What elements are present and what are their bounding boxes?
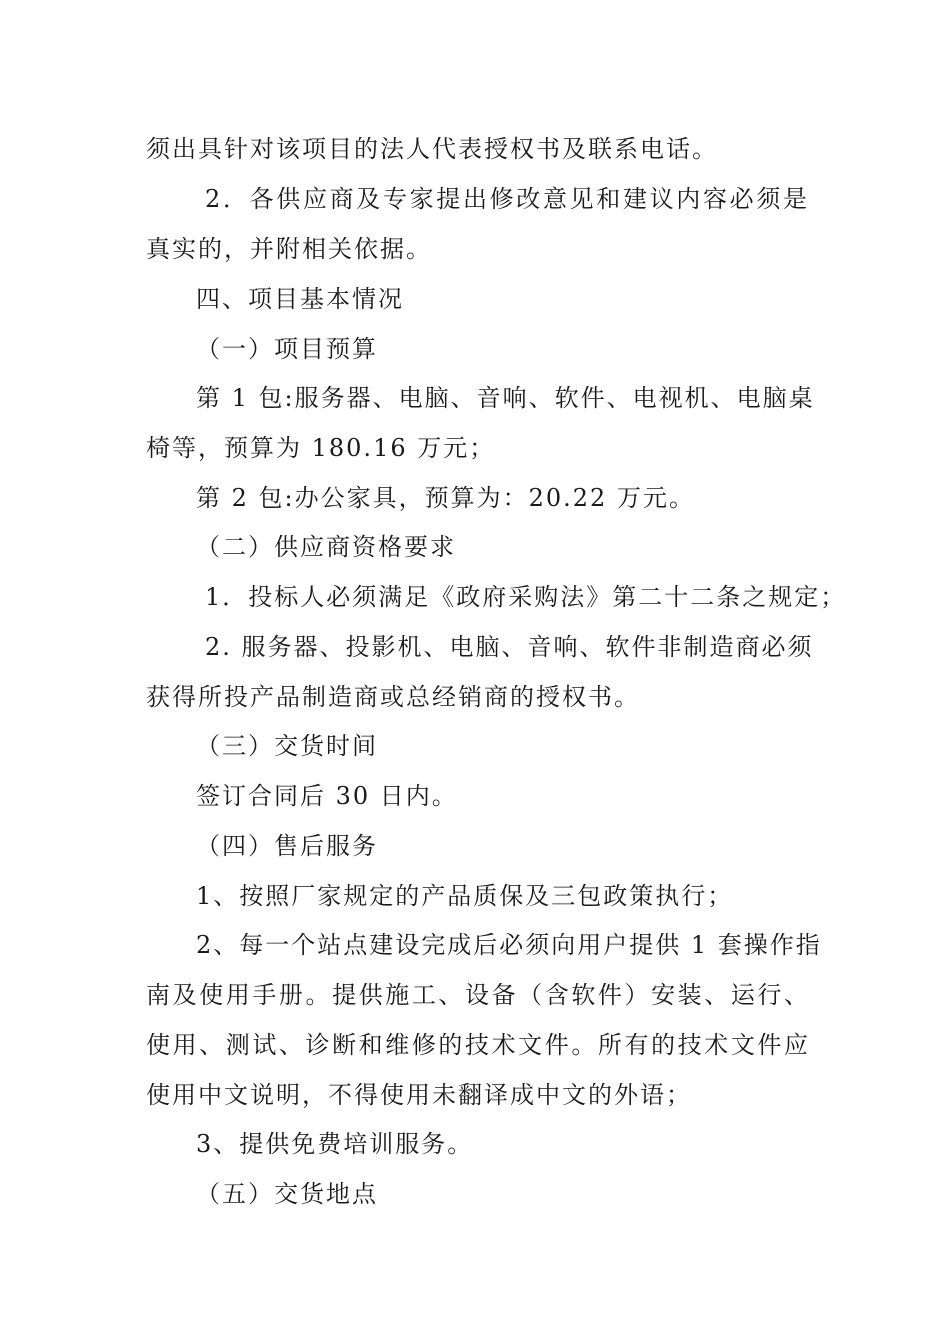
subsection-heading: （三）交货时间 [196,732,378,760]
body-text-line: 1．投标人必须满足《政府采购法》第二十二条之规定； [205,583,847,611]
subsection-heading: （四）售后服务 [196,832,378,860]
body-text-line: 签订合同后 30 日内。 [196,782,458,810]
body-text-line: 使用中文说明，不得使用未翻译成中文的外语； [146,1081,692,1109]
body-text-line: 获得所投产品制造商或总经销商的授权书。 [146,683,640,711]
subsection-heading: （一）项目预算 [196,335,378,363]
body-text-line: 第 2 包:办公家具，预算为：20.22 万元。 [196,484,695,512]
section-heading: 四、项目基本情况 [196,285,404,313]
subsection-heading: （二）供应商资格要求 [196,533,456,561]
subsection-heading: （五）交货地点 [196,1180,378,1208]
body-text-line: 2．各供应商及专家提出修改意见和建议内容必须是 [205,185,809,213]
body-text-line: 3、提供免费培训服务。 [196,1130,474,1158]
body-text-line: 椅等，预算为 180.16 万元； [146,434,496,462]
body-text-line: 1、按照厂家规定的产品质保及三包政策执行； [196,882,734,910]
body-text-line: 南及使用手册。提供施工、设备（含软件）安装、运行、 [146,981,810,1009]
body-text-line: 须出具针对该项目的法人代表授权书及联系电话。 [146,135,718,163]
body-text-line: 真实的，并附相关依据。 [146,235,432,263]
body-text-line: 第 1 包:服务器、电脑、音响、软件、电视机、电脑桌 [196,384,815,412]
body-text-line: 2、每一个站点建设完成后必须向用户提供 1 套操作指 [196,931,822,959]
body-text-line: 2. 服务器、投影机、电脑、音响、软件非制造商必须 [205,633,814,661]
body-text-line: 使用、测试、诊断和维修的技术文件。所有的技术文件应 [146,1031,810,1059]
